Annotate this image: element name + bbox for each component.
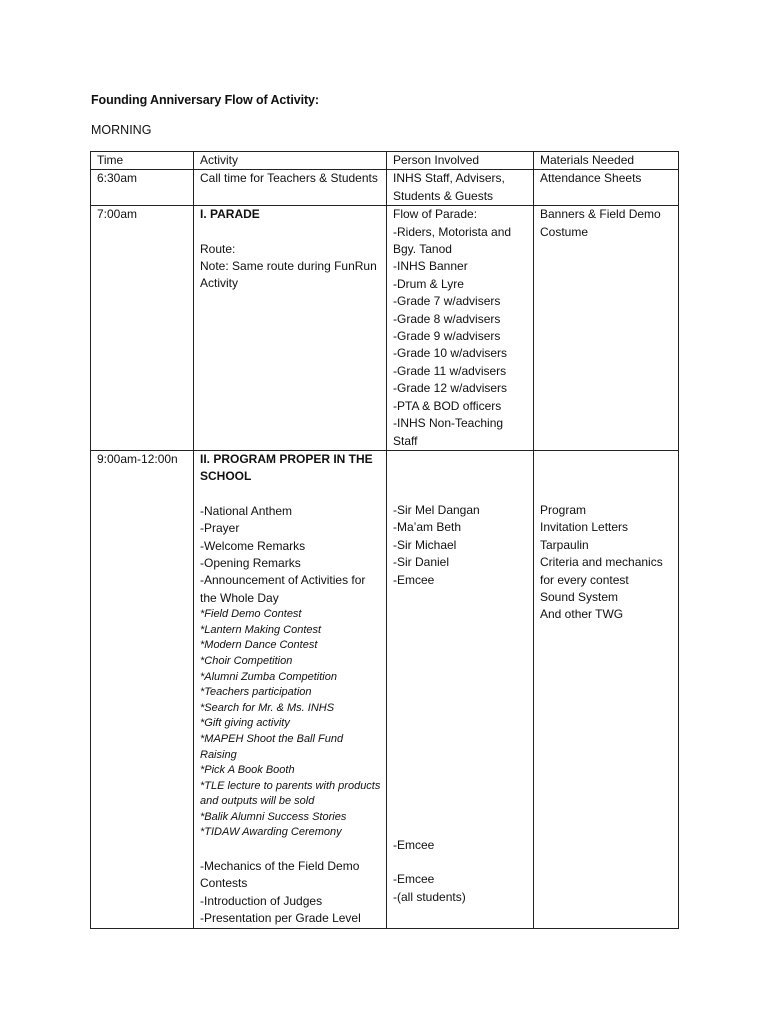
list-item: -PTA & BOD officers <box>393 398 502 413</box>
list-item: Criteria and mechanics for every contest <box>540 555 663 587</box>
list-item: Invitation Letters <box>540 520 629 535</box>
list-item: -(all students) <box>393 889 466 904</box>
person-text: INHS Staff, Advisers, Students & Guests <box>393 171 505 203</box>
contest-item: *Search for Mr. & Ms. INHS <box>200 701 335 714</box>
list-item: -Grade 8 w/advisers <box>393 311 501 326</box>
list-item: -Ma’am Beth <box>393 520 462 535</box>
cell-time: 7:00am <box>91 206 194 451</box>
cell-materials <box>534 206 679 451</box>
materials-text: Banners & Field Demo Costume <box>540 207 661 239</box>
document-title: Founding Anniversary Flow of Activity: <box>91 93 319 107</box>
cell-person <box>387 170 534 206</box>
contest-item: *Alumni Zumba Competition <box>200 670 337 683</box>
list-item: -Grade 10 w/advisers <box>393 346 508 361</box>
list-item: -Announcement of Activities for the Whole Day <box>200 573 366 605</box>
list-item: And other TWG <box>540 607 624 622</box>
list-item: -Prayer <box>200 521 240 536</box>
table-row <box>91 206 679 451</box>
cell-activity <box>194 450 387 928</box>
list-item: Sound System <box>540 589 619 604</box>
contest-item: *Modern Dance Contest <box>200 639 318 652</box>
list-item: -Riders, Motorista and Bgy. Tanod <box>393 224 512 257</box>
list-item: -Presentation per Grade Level <box>200 911 361 926</box>
header-person-involved: Person Involved <box>387 152 534 170</box>
cell-activity <box>194 170 387 206</box>
contest-item: *MAPEH Shoot the Ball Fund Raising <box>200 732 344 761</box>
table-row <box>91 170 679 206</box>
list-item: -INHS Banner <box>393 259 468 274</box>
list-item: -Introduction of Judges <box>200 893 323 908</box>
contest-item: *Lantern Making Contest <box>200 623 322 636</box>
cell-materials: Attendance Sheets <box>534 170 679 206</box>
cell-materials <box>534 450 679 928</box>
list-item: Tarpaulin <box>540 537 589 552</box>
cell-activity <box>194 206 387 451</box>
contest-item: *TLE lecture to parents with products and outputs will be sold <box>200 779 381 808</box>
list-item: -Welcome Remarks <box>200 538 306 553</box>
cell-time: 9:00am-12:00n <box>91 450 194 928</box>
section-heading: MORNING <box>91 123 152 137</box>
list-item: Flow of Parade: <box>393 207 478 222</box>
list-item: -Sir Daniel <box>393 555 450 570</box>
header-activity: Activity <box>194 152 387 170</box>
list-item: -Emcee <box>393 572 435 587</box>
route-note: Note: Same route during FunRun Activity <box>200 259 377 291</box>
activity-title: II. PROGRAM PROPER IN THE SCHOOL <box>200 451 373 484</box>
cell-person <box>387 450 534 928</box>
contest-item: *Pick A Book Booth <box>200 764 295 777</box>
flow-of-activity-table <box>90 151 679 929</box>
table-header-row <box>91 152 679 170</box>
list-item: -Emcee <box>393 872 435 887</box>
list-item: -Opening Remarks <box>200 555 301 570</box>
list-item: -Grade 7 w/advisers <box>393 294 501 309</box>
contest-item: *Choir Competition <box>200 654 293 667</box>
list-item: -INHS Non-Teaching Staff <box>393 416 504 448</box>
list-item: -Drum & Lyre <box>393 276 464 291</box>
header-time: Time <box>91 152 194 170</box>
contest-item: *TIDAW Awarding Ceremony <box>200 826 342 839</box>
activity-text: Call time for Teachers & Students <box>200 171 378 186</box>
cell-time: 6:30am <box>91 170 194 206</box>
list-item: -Grade 12 w/advisers <box>393 381 508 396</box>
cell-person <box>387 206 534 451</box>
contest-item: *Field Demo Contest <box>200 608 302 621</box>
list-item: -Sir Mel Dangan <box>393 502 480 517</box>
contest-item: *Balik Alumni Success Stories <box>200 810 347 823</box>
list-item: -Grade 11 w/advisers <box>393 363 507 378</box>
list-item: -Emcee <box>393 837 435 852</box>
contest-item: *Gift giving activity <box>200 717 290 730</box>
table-row <box>91 450 679 928</box>
list-item: -Mechanics of the Field Demo Contests <box>200 859 360 891</box>
list-item: Program <box>540 502 587 517</box>
header-materials-needed: Materials Needed <box>534 152 679 170</box>
route-label: Route: <box>200 241 236 256</box>
list-item: -Sir Michael <box>393 537 457 552</box>
list-item: -National Anthem <box>200 503 293 518</box>
list-item: -Grade 9 w/advisers <box>393 329 501 344</box>
contest-item: *Teachers participation <box>200 686 312 699</box>
activity-title: I. PARADE <box>200 207 260 222</box>
